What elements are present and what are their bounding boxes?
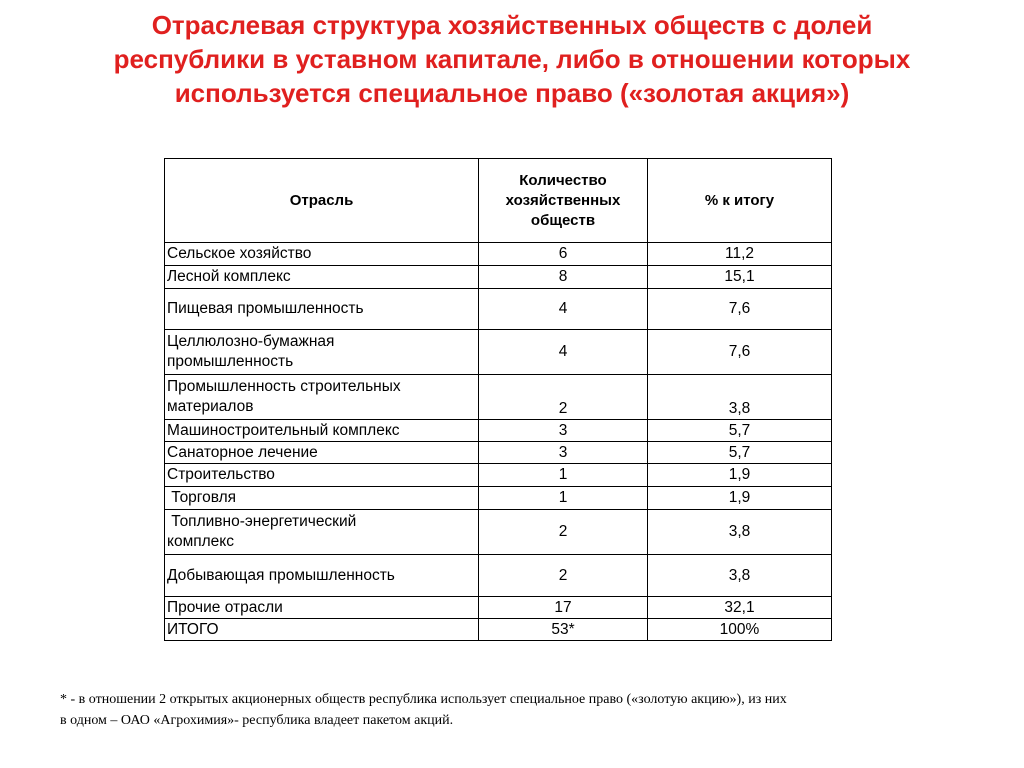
row-count: 6 [479,243,648,266]
footnote-line-2: в одном – ОАО «Агрохимия»- республика владеет пакетом акций. [60,713,454,728]
title-line-1: Отраслевая структура хозяйственных обществ с долей [151,10,873,40]
table-row [165,597,832,619]
row-percent: 7,6 [648,289,832,330]
row-count: 3 [479,420,648,442]
row-name: Строительство [165,464,479,487]
row-name: Пищевая промышленность [165,289,479,330]
row-name: Машиностроительный комплекс [165,420,479,442]
row-percent: 11,2 [648,243,832,266]
industry-structure-table [164,158,832,641]
row-name: Санаторное лечение [165,442,479,464]
table-row [165,266,832,289]
row-percent: 100% [648,619,832,641]
footnote-line-1: * - в отношении 2 открытых акционерных обществ республика использует специальное право («золотую акцию»), из них [60,692,787,707]
table-row [165,510,832,555]
row-count: 2 [479,375,648,420]
row-percent: 1,9 [648,487,832,510]
table-row [165,442,832,464]
slide-title [40,8,984,110]
header-percent: % к итогу [648,159,832,243]
row-count: 4 [479,289,648,330]
row-percent: 32,1 [648,597,832,619]
row-percent: 1,9 [648,464,832,487]
row-percent: 3,8 [648,375,832,420]
title-line-3: используется специальное право («золотая акция») [174,78,850,108]
header-count: Количество хозяйственных обществ [479,159,648,243]
table-row [165,420,832,442]
row-name: Топливно-энергетический комплекс [165,510,479,555]
row-percent: 3,8 [648,555,832,597]
row-name: Лесной комплекс [165,266,479,289]
table-row [165,487,832,510]
header-industry: Отрасль [165,159,479,243]
row-name: Торговля [165,487,479,510]
row-name: Целлюлозно-бумажная промышленность [165,330,479,375]
table-total-row [165,619,832,641]
row-percent: 3,8 [648,510,832,555]
row-percent: 7,6 [648,330,832,375]
row-count: 3 [479,442,648,464]
table-row [165,375,832,420]
table-row [165,243,832,266]
row-percent: 15,1 [648,266,832,289]
footnote [60,689,960,731]
row-name: Добывающая промышленность [165,555,479,597]
table-row [165,555,832,597]
row-name: Сельское хозяйство [165,243,479,266]
table-row [165,330,832,375]
row-percent: 5,7 [648,420,832,442]
table-row [165,464,832,487]
row-count: 2 [479,510,648,555]
row-count: 17 [479,597,648,619]
table-header-row [165,159,832,243]
row-count: 1 [479,487,648,510]
row-percent: 5,7 [648,442,832,464]
row-name: Прочие отрасли [165,597,479,619]
row-count: 53* [479,619,648,641]
row-name: Промышленность строительных материалов [165,375,479,420]
table-row [165,289,832,330]
row-count: 4 [479,330,648,375]
row-count: 2 [479,555,648,597]
row-count: 8 [479,266,648,289]
row-name: ИТОГО [165,619,479,641]
title-line-2: республики в уставном капитале, либо в отношении которых [113,44,911,74]
row-count: 1 [479,464,648,487]
